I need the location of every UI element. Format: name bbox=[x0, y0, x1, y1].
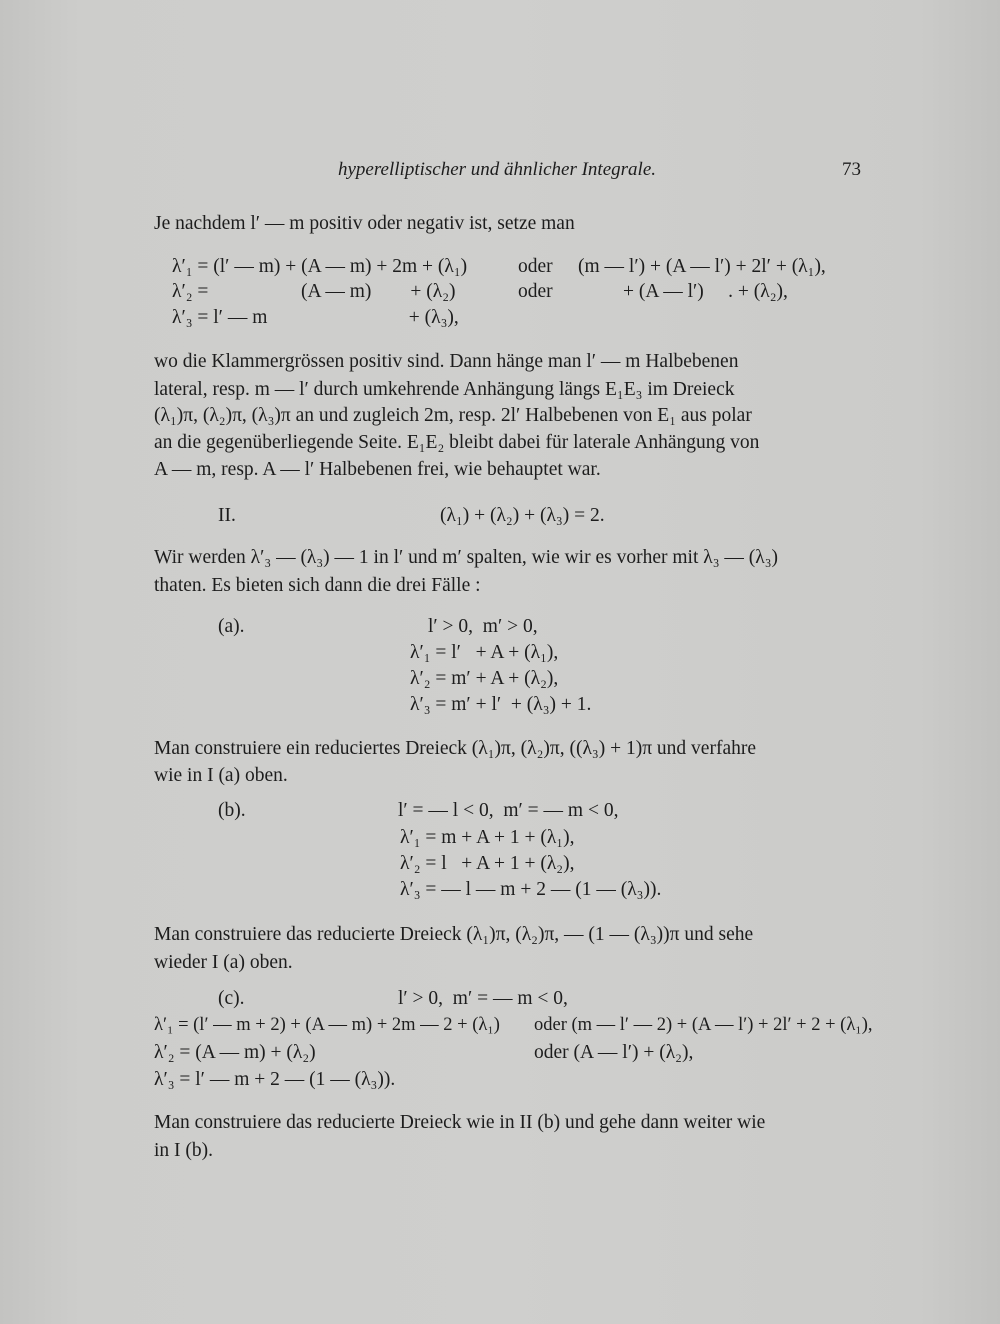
case-c-condition: l′ > 0, m′ = — m < 0, bbox=[398, 988, 568, 1009]
case-c-eq-1-lhs: λ′₁ = (l′ — m + 2) + (A — m) + 2m — 2 + (λ₁) bbox=[154, 1015, 500, 1035]
case-c-eq-2-lhs: λ′₂ = (A — m) + (λ₂) bbox=[154, 1042, 316, 1063]
eq-lambda1-oder: oder bbox=[518, 256, 553, 277]
eq-lambda1-lhs: λ′₁ = (l′ — m) + (A — m) + 2m + (λ₁) bbox=[172, 256, 468, 277]
paragraph-line-4: an die gegenüberliegende Seite. E₁E₂ bleibt dabei für laterale Anhängung von bbox=[154, 432, 760, 453]
case-a-after-1: Man construiere ein reduciertes Dreieck (λ₁)π, (λ₂)π, ((λ₃) + 1)π und verfahre bbox=[154, 738, 756, 759]
case-a-eq-2: λ′₂ = m′ + A + (λ₂), bbox=[410, 668, 559, 689]
section-ii-equation: (λ₁) + (λ₂) + (λ₃) = 2. bbox=[440, 505, 605, 526]
case-b-eq-3: λ′₃ = — l — m + 2 — (1 — (λ₃)). bbox=[400, 879, 662, 900]
case-c-label: (c). bbox=[218, 988, 245, 1009]
eq-lambda3: λ′₃ = l′ — m + (λ₃), bbox=[172, 307, 459, 328]
case-c-eq-3: λ′₃ = l′ — m + 2 — (1 — (λ₃)). bbox=[154, 1069, 396, 1090]
paragraph-line-5: A — m, resp. A — l′ Halbebenen frei, wie behauptet war. bbox=[154, 459, 601, 480]
paragraph-line-2: lateral, resp. m — l′ durch umkehrende Anhängung längs E₁E₃ im Dreieck bbox=[154, 379, 735, 400]
case-a-label: (a). bbox=[218, 616, 245, 637]
case-b-label: (b). bbox=[218, 800, 246, 821]
eq-lambda1-rhs: (m — l′) + (A — l′) + 2l′ + (λ₁), bbox=[578, 256, 826, 277]
section-ii-text-2: thaten. Es bieten sich dann die drei Fälle : bbox=[154, 575, 481, 596]
case-c-after-2: in I (b). bbox=[154, 1140, 214, 1161]
intro-line: Je nachdem l′ — m positiv oder negativ ist, setze man bbox=[154, 213, 575, 234]
page-number: 73 bbox=[842, 159, 861, 180]
case-a-condition: l′ > 0, m′ > 0, bbox=[428, 616, 538, 637]
eq-lambda2-oder: oder bbox=[518, 281, 553, 302]
eq-lambda2-rhs: + (A — l′) . + (λ₂), bbox=[623, 281, 788, 302]
paragraph-line-1: wo die Klammergrössen positiv sind. Dann hänge man l′ — m Halbebenen bbox=[154, 351, 739, 372]
case-a-eq-1: λ′₁ = l′ + A + (λ₁), bbox=[410, 642, 559, 663]
case-c-eq-1-rhs: oder (m — l′ — 2) + (A — l′) + 2l′ + 2 + (λ₁), bbox=[534, 1015, 873, 1035]
eq-lambda2-lhs: λ′₂ = (A — m) + (λ₂) bbox=[172, 281, 456, 302]
case-b-after-2: wieder I (a) oben. bbox=[154, 952, 293, 973]
paragraph-line-3: (λ₁)π, (λ₂)π, (λ₃)π an und zugleich 2m, resp. 2l′ Halbebenen von E₁ aus polar bbox=[154, 405, 752, 426]
running-title: hyperelliptischer und ähnlicher Integrale. bbox=[338, 159, 656, 180]
case-a-eq-3: λ′₃ = m′ + l′ + (λ₃) + 1. bbox=[410, 694, 592, 715]
section-ii-text-1: Wir werden λ′₃ — (λ₃) — 1 in l′ und m′ spalten, wie wir es vorher mit λ₃ — (λ₃) bbox=[154, 547, 778, 568]
case-b-eq-1: λ′₁ = m + A + 1 + (λ₁), bbox=[400, 827, 575, 848]
section-ii-label: II. bbox=[218, 505, 236, 526]
case-c-eq-2-rhs: oder (A — l′) + (λ₂), bbox=[534, 1042, 694, 1063]
case-c-after-1: Man construiere das reducierte Dreieck wie in II (b) und gehe dann weiter wie bbox=[154, 1112, 766, 1133]
case-a-after-2: wie in I (a) oben. bbox=[154, 765, 288, 786]
case-b-after-1: Man construiere das reducierte Dreieck (λ₁)π, (λ₂)π, — (1 — (λ₃))π und sehe bbox=[154, 924, 754, 945]
case-b-eq-2: λ′₂ = l + A + 1 + (λ₂), bbox=[400, 853, 575, 874]
case-b-condition: l′ = — l < 0, m′ = — m < 0, bbox=[398, 800, 619, 821]
